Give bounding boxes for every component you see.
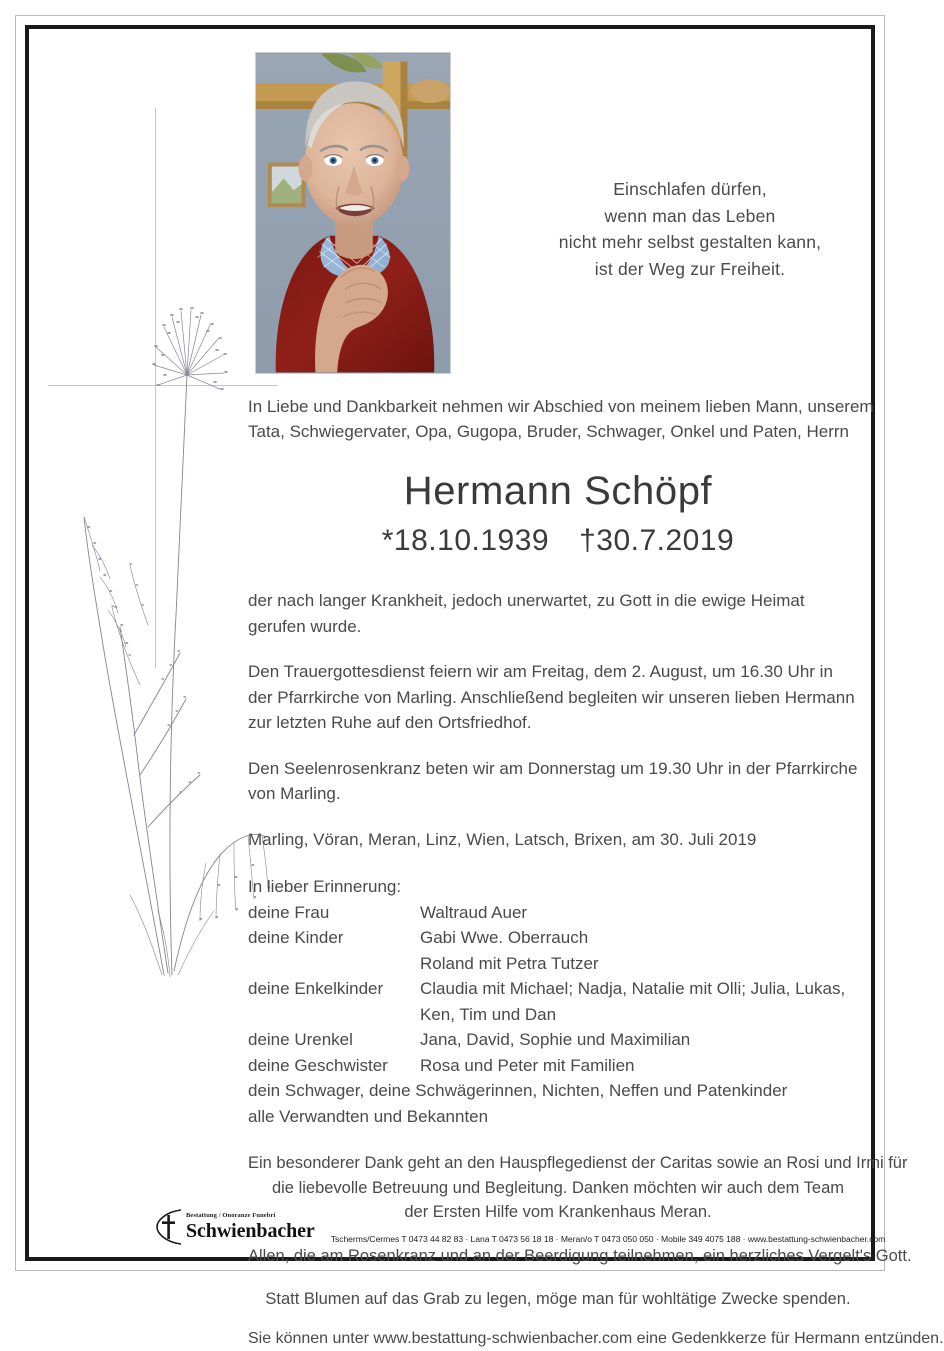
donation-request-line: Statt Blumen auf das Grab zu legen, möge man für wohltätige Zwecke spenden.	[248, 1287, 868, 1312]
guide-line-vertical	[155, 108, 156, 668]
family-extended-relatives: dein Schwager, deine Schwägerinnen, Nichten, Neffen und Patenkinder	[248, 1078, 868, 1104]
death-date: †30.7.2019	[579, 524, 734, 557]
guide-line-horizontal	[48, 385, 278, 386]
logo-company-name: Schwienbacher	[186, 1221, 315, 1241]
family-value-wife	[420, 900, 868, 926]
family-label-wife: deine Frau	[248, 900, 420, 926]
family-row-siblings	[248, 1053, 868, 1079]
family-label-children: deine Kinder	[248, 925, 420, 976]
paragraph-rosary	[248, 756, 868, 807]
family-value-siblings	[420, 1053, 868, 1079]
family-label-grandchildren: deine Enkelkinder	[248, 976, 420, 1027]
vergelts-gott-block	[248, 1244, 868, 1269]
paragraph-places-date	[248, 827, 868, 853]
logo-text-group	[186, 1213, 315, 1241]
funeral-home-logo	[155, 1208, 315, 1246]
family-list-heading: In lieber Erinnerung:	[248, 874, 868, 900]
family-all-relatives: alle Verwandten und Bekannten	[248, 1104, 868, 1130]
family-row-children	[248, 925, 868, 976]
deceased-portrait-photo	[255, 52, 451, 374]
family-value-children-line-1: Gabi Wwe. Oberrauch	[420, 925, 868, 951]
footer	[155, 1208, 875, 1246]
logo-subtitle: Bestattung / Onoranze Funebri	[186, 1213, 315, 1220]
paragraph-funeral-line-2: der Pfarrkirche von Marling. Anschließend begleiten wir unseren lieben Hermann	[248, 685, 868, 711]
family-label-siblings: deine Geschwister	[248, 1053, 420, 1079]
family-label-greatgrandchildren: deine Urenkel	[248, 1027, 420, 1053]
family-value-greatgrandchildren	[420, 1027, 868, 1053]
memorial-verse	[490, 176, 890, 282]
paragraph-rosary-line-1: Den Seelenrosenkranz beten wir am Donnerstag um 19.30 Uhr in der Pfarrkirche	[248, 756, 868, 782]
paragraph-passing-line-2: gerufen wurde.	[248, 614, 868, 640]
vergelts-gott-line: Allen, die am Rosenkranz und an der Beerdigung teilnehmen, ein herzliches Vergelt's Gott.	[248, 1244, 868, 1269]
paragraph-funeral-service	[248, 659, 868, 736]
life-dates	[248, 524, 868, 558]
intro-line-1: In Liebe und Dankbarkeit nehmen wir Abschied von meinem lieben Mann, unserem	[248, 394, 868, 419]
family-value-children	[420, 925, 868, 976]
verse-line-2: wenn man das Leben	[490, 203, 890, 230]
paragraph-passing-line-1: der nach langer Krankheit, jedoch unerwartet, zu Gott in die ewige Heimat	[248, 588, 868, 614]
family-value-wife-line-1: Waltraud Auer	[420, 900, 868, 926]
deceased-name: Hermann Schöpf	[248, 470, 868, 512]
intro-line-2: Tata, Schwiegervater, Opa, Gugopa, Bruder, Schwager, Onkel und Paten, Herrn	[248, 419, 868, 444]
paragraph-rosary-line-2: von Marling.	[248, 781, 868, 807]
grass-illustration	[44, 255, 274, 985]
family-value-grandchildren-line-1: Claudia mit Michael; Nadja, Natalie mit Olli; Julia, Lukas,	[420, 976, 868, 1002]
family-value-grandchildren-line-2: Ken, Tim und Dan	[420, 1002, 868, 1028]
thanks-line-1: Ein besonderer Dank geht an den Hauspflegedienst der Caritas sowie an Rosi und Irmi für	[248, 1151, 868, 1176]
intro-text	[248, 394, 868, 444]
donation-request-block	[248, 1287, 868, 1312]
verse-line-4: ist der Weg zur Freiheit.	[490, 256, 890, 283]
family-row-greatgrandchildren	[248, 1027, 868, 1053]
thanks-line-2: die liebevolle Betreuung und Begleitung. Danken möchten wir auch dem Team	[248, 1176, 868, 1201]
paragraph-passing	[248, 588, 868, 639]
verse-line-1: Einschlafen dürfen,	[490, 176, 890, 203]
places-and-date-line: Marling, Vöran, Meran, Linz, Wien, Latsch, Brixen, am 30. Juli 2019	[248, 827, 868, 853]
family-row-grandchildren	[248, 976, 868, 1027]
family-value-children-line-2: Roland mit Petra Tutzer	[420, 951, 868, 977]
footer-contact-info: Tscherms/Cermes T 0473 44 82 83 · Lana T 0473 56 18 18 · Meran/o T 0473 050 050 · Mobile 349 4075 188 · www.bestattung-schwienbacher.com	[331, 1234, 886, 1244]
family-value-siblings-line-1: Rosa und Peter mit Familien	[420, 1053, 868, 1079]
family-value-grandchildren	[420, 976, 868, 1027]
birth-date: *18.10.1939	[382, 524, 549, 557]
paragraph-funeral-line-1: Den Trauergottesdienst feiern wir am Freitag, dem 2. August, um 16.30 Uhr in	[248, 659, 868, 685]
verse-line-3: nicht mehr selbst gestalten kann,	[490, 229, 890, 256]
memorial-candle-block	[248, 1327, 868, 1351]
family-value-greatgrandchildren-line-1: Jana, David, Sophie und Maximilian	[420, 1027, 868, 1053]
memorial-candle-line: Sie können unter www.bestattung-schwienbacher.com eine Gedenkkerze für Hermann entzünden.	[248, 1327, 868, 1351]
cross-icon	[155, 1208, 183, 1246]
family-list	[248, 874, 868, 1129]
thanks-line-3: der Ersten Hilfe vom Krankenhaus Meran.	[248, 1200, 868, 1225]
family-row-wife	[248, 900, 868, 926]
paragraph-funeral-line-3: zur letzten Ruhe auf den Ortsfriedhof.	[248, 710, 868, 736]
